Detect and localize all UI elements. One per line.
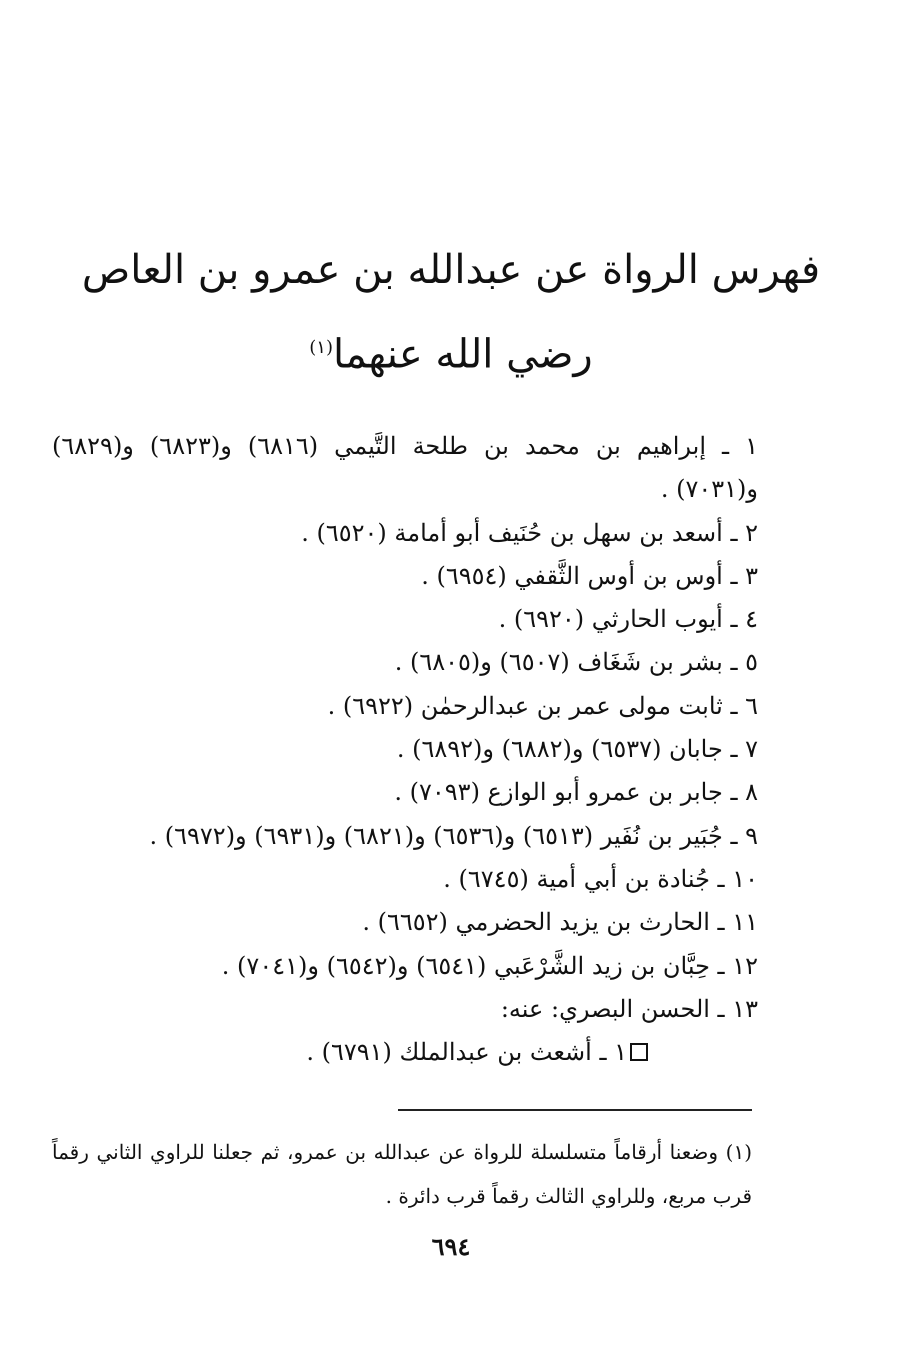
title-line-2 [60,318,842,384]
index-title [60,240,842,384]
narrator-list [52,425,758,1074]
list-item: ١٣ ـ الحسن البصري: عنه: [500,994,758,1023]
footnote-separator [398,1109,752,1111]
page-number: ٦٩٤ [431,1232,471,1261]
list-item: ٦ ـ ثابت مولى عمر بن عبدالرحمٰن (٦٩٢٢) . [327,691,758,720]
list-item: ٥ ـ بشر بن شَغَاف (٦٥٠٧) و(٦٨٠٥) . [394,648,758,677]
list-item: ١٢ ـ حِبَّان بن زيد الشَّرْعَبي (٦٥٤١) و(٦٥٤٢) و(٧٠٤١) . [221,951,758,980]
title-line-1: فهرس الرواة عن عبدالله بن عمرو بن العاص [81,247,821,293]
list-item: ١٠ ـ جُنادة بن أبي أمية (٦٧٤٥) . [443,864,758,893]
list-item: ١ ـ إبراهيم بن محمد بن طلحة التَّيمي (٦٨١٦) و(٦٨٢٣) و(٦٨٢٩) و(٧٠٣١) . [52,432,758,504]
list-item: ٢ ـ أسعد بن سهل بن حُنَيف أبو أمامة (٦٥٢٠) . [301,518,758,547]
list-item: ١١ ـ الحارث بن يزيد الحضرمي (٦٦٥٢) . [362,908,758,937]
list-item: ٣ ـ أوس بن أوس الثَّقفي (٦٩٥٤) . [421,561,758,590]
square-marker-icon [630,1043,648,1061]
title-line-2-text: رضي الله عنهما [333,331,593,378]
list-item: ٨ ـ جابر بن عمرو أبو الوازع (٧٠٩٣) . [394,778,758,807]
footnote-reference: (١) [309,337,333,358]
footnote: (١) وضعنا أرقاماً متسلسلة للرواة عن عبدالله بن عمرو، ثم جعلنا للراوي الثاني رقماً قرب مربع، وللراوي الثالث رقماً قرب دائرة . [52,1140,752,1208]
list-item: ٤ ـ أيوب الحارثي (٦٩٢٠) . [498,605,758,634]
list-item: ٧ ـ جابان (٦٥٣٧) و(٦٨٨٢) و(٦٨٩٢) . [396,735,758,764]
sub-list-item-text: ١ ـ أشعث بن عبدالملك (٦٧٩١) . [306,1038,627,1067]
list-item: ٩ ـ جُبَير بن نُفَير (٦٥١٣) و(٦٥٣٦) و(٦٨٢١) و(٦٩٣١) و(٦٩٧٢) . [149,821,758,850]
sub-list-item [52,1031,758,1074]
